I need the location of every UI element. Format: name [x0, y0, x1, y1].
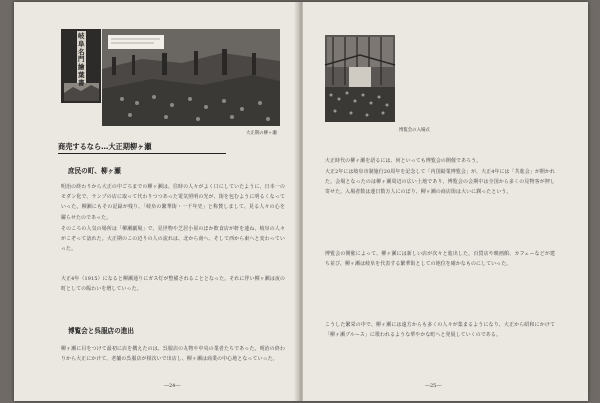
book-cover-photo — [61, 29, 101, 103]
left-page-number: ―24― — [164, 383, 181, 389]
expo-building-photo — [325, 35, 395, 122]
right-paragraph-4: こうした繁栄の中で、柳ヶ瀬には遠方からも多くの人々が集まるようになり、大正から昭和にかけて「柳ヶ瀬ブルース」に歌われるような華やかな町へと発展していくのである。 — [325, 322, 555, 339]
right-paragraph-1: 大正時代の柳ヶ瀬を語るには、何といっても博覧会の開催であろう。 — [325, 158, 482, 164]
section-heading-2: 博覧会と呉服店の進出 — [68, 327, 134, 335]
chapter-heading: 商売するなら…大正期柳ヶ瀬 — [58, 142, 152, 151]
section-1-paragraph-1: 明治の終わりから大正の中ごろまでの柳ヶ瀬は、往時の人々がよく口にしていたように、日本一のモダン化で、ランプの店に取って代わりつつあった電気照明の光が、街を包むように明るくなっていった。柳瀬にもその記録が残り、「岐阜の繁華街・一千年史」と称賛しまして、見る人々の心を躍らせたのであった。 — [61, 184, 285, 221]
right-paragraph-3: 博覧会の開催によって、柳ヶ瀬には新しい店が次々と進出した。百貨店や映画館、カフェーなどが建ち並び、柳ヶ瀬は岐阜を代表する繁華街としての地位を確かなものにしていった。 — [325, 251, 555, 268]
left-photo-caption: 大正期の柳ヶ瀬 — [246, 131, 277, 136]
section-1-paragraph-2: そのころの人気の場所は「柳瀬劇場」で、見世物や芝居小屋のほか飲食店が軒を連ね、岐阜の人々がこぞって訪れた。大正期のこの辺りの人の流れは、北から南へ、そして西から東へと変わっていった。 — [61, 226, 285, 253]
street-crowd-photo — [102, 29, 280, 126]
right-photo-caption: 博覧会の入場式 — [399, 128, 430, 133]
book-cover-title: 岐阜名門繪葉書 — [78, 32, 85, 87]
section-2-paragraph-1: 柳ヶ瀬に目をつけて最初に店を構えたのは、呉服店の丸物や中央の業者たちであった。明治の終わりから大正にかけて、老舗の呉服店が相次いで出店し、柳ヶ瀬は商業の中心地となっていった。 — [61, 346, 285, 363]
section-heading-1: 庶民の町、柳ヶ瀬 — [68, 167, 121, 175]
left-page — [14, 2, 299, 401]
right-page — [303, 2, 588, 401]
book-spread — [14, 2, 588, 401]
right-paragraph-2: 大正2年には岐阜市制施行20周年を記念して「内国勧業博覧会」が、大正4年には「共進会」が開かれた。会場となったのは柳ヶ瀬周辺の広い土地であり、博覧会の会期中は全国から多くの見物客が押し寄せた。入場者数は連日数万人にのぼり、柳ヶ瀬の商店街は大いに潤ったという。 — [325, 169, 555, 196]
section-1-paragraph-3: 大正4年（1915）になると柳瀬通りにガス灯が整備されることとなった。それに伴い柳ヶ瀬は夜の町としての賑わいを増していった。 — [61, 276, 285, 293]
right-page-number: ―25― — [425, 383, 442, 389]
